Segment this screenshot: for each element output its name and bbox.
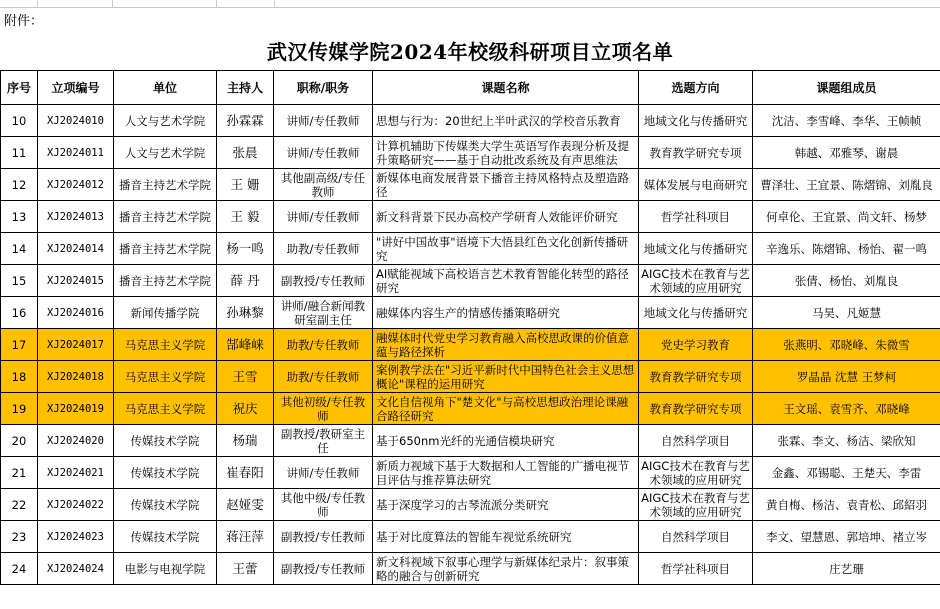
cell-position: 讲师/融合新闻教研室副主任 [274, 297, 373, 329]
cell-unit: 马克思主义学院 [114, 393, 217, 425]
cell-no: 24 [1, 553, 38, 585]
cell-direction: AIGC技术在教育与艺术领域的应用研究 [639, 489, 753, 521]
cell-no: 13 [1, 201, 38, 233]
header-unit: 单位 [114, 71, 217, 105]
cell-members: 张倩、杨怡、刘胤良 [753, 265, 940, 297]
cell-position: 副教授/专任教师 [274, 553, 373, 585]
cell-topic: 基于650nm光纤的光通信模块研究 [373, 425, 639, 457]
table-row [1, 393, 940, 425]
cell-no: 18 [1, 361, 38, 393]
cell-direction: 地域文化与传播研究 [639, 297, 753, 329]
cell-unit: 马克思主义学院 [114, 361, 217, 393]
cell-topic: 新文科背景下民办高校产学研育人效能评价研究 [373, 201, 639, 233]
cell-direction: 地域文化与传播研究 [639, 105, 753, 137]
table-row [1, 329, 940, 361]
cell-direction: AIGC技术在教育与艺术领域的应用研究 [639, 265, 753, 297]
cell-direction: 教育教学研究专项 [639, 361, 753, 393]
cell-unit: 播音主持艺术学院 [114, 201, 217, 233]
cell-position: 助教/专任教师 [274, 233, 373, 265]
table-row [1, 169, 940, 201]
cell-position: 讲师/专任教师 [274, 457, 373, 489]
cell-code: XJ2024018 [38, 361, 114, 393]
cell-members: 辛逸乐、陈熠锦、杨怡、翟一鸣 [753, 233, 940, 265]
cell-no: 10 [1, 105, 38, 137]
cell-code: XJ2024020 [38, 425, 114, 457]
table-row [1, 105, 940, 137]
cell-code: XJ2024024 [38, 553, 114, 585]
cell-direction: 哲学社科项目 [639, 201, 753, 233]
cell-unit: 人文与艺术学院 [114, 105, 217, 137]
cell-topic: AI赋能视域下高校语言艺术教育智能化转型的路径研究 [373, 265, 639, 297]
table-row [1, 361, 940, 393]
cell-unit: 传媒技术学院 [114, 457, 217, 489]
cell-no: 16 [1, 297, 38, 329]
header-code: 立项编号 [38, 71, 114, 105]
cell-unit: 电影与电视学院 [114, 553, 217, 585]
cell-direction: 教育教学研究专项 [639, 137, 753, 169]
table-row [1, 297, 940, 329]
header-position: 职称/职务 [274, 71, 373, 105]
cell-pi: 王 姗 [217, 169, 274, 201]
cell-code: XJ2024019 [38, 393, 114, 425]
cell-topic: 计算机辅助下传媒类大学生英语写作表现分析及提升策略研究——基于自动批改系统及有声思维法 [373, 137, 639, 169]
cell-no: 23 [1, 521, 38, 553]
cell-position: 讲师/专任教师 [274, 137, 373, 169]
cell-direction: 教育教学研究专项 [639, 393, 753, 425]
cell-code: XJ2024010 [38, 105, 114, 137]
attachment-label: 附件： [4, 14, 44, 29]
cell-code: XJ2024021 [38, 457, 114, 489]
cell-position: 助教/专任教师 [274, 361, 373, 393]
cell-pi: 王雪 [217, 361, 274, 393]
cell-topic: 新质力视域下基于大数据和人工智能的广播电视节目评估与推荐算法研究 [373, 457, 639, 489]
cell-topic: 新文科视域下叙事心理学与新媒体纪录片：叙事策略的融合与创新研究 [373, 553, 639, 585]
table-row [1, 233, 940, 265]
cell-direction: 党史学习教育 [639, 329, 753, 361]
cell-pi: 王 毅 [217, 201, 274, 233]
cell-direction: 媒体发展与电商研究 [639, 169, 753, 201]
cell-unit: 播音主持艺术学院 [114, 169, 217, 201]
header-direction: 选题方向 [639, 71, 753, 105]
cell-members: 王文瑶、袁雪齐、邓晓峰 [753, 393, 940, 425]
cell-pi: 孙霖霖 [217, 105, 274, 137]
cell-no: 17 [1, 329, 38, 361]
cell-members: 张霖、李文、杨洁、梁欣知 [753, 425, 940, 457]
cell-no: 14 [1, 233, 38, 265]
table-row [1, 137, 940, 169]
cell-code: XJ2024016 [38, 297, 114, 329]
cell-pi: 蒋汪萍 [217, 521, 274, 553]
cell-members: 张燕明、邓晓峰、朱微雪 [753, 329, 940, 361]
cell-direction: 自然科学项目 [639, 521, 753, 553]
table-row [1, 489, 940, 521]
cell-code: XJ2024012 [38, 169, 114, 201]
cell-pi: 张晨 [217, 137, 274, 169]
table-row [1, 265, 940, 297]
cell-direction: 地域文化与传播研究 [639, 233, 753, 265]
cell-no: 12 [1, 169, 38, 201]
cell-pi: 崔春阳 [217, 457, 274, 489]
spreadsheet-top-strip [0, 0, 940, 8]
cell-pi: 杨瑞 [217, 425, 274, 457]
cell-pi: 薛 丹 [217, 265, 274, 297]
cell-topic: "讲好中国故事"语境下大悟县红色文化创新传播研究 [373, 233, 639, 265]
cell-unit: 播音主持艺术学院 [114, 265, 217, 297]
cell-no: 19 [1, 393, 38, 425]
cell-members: 马昊、凡姬慧 [753, 297, 940, 329]
cell-members: 金鑫、邓锡聪、王楚天、李雷 [753, 457, 940, 489]
cell-position: 其他初级/专任教师 [274, 393, 373, 425]
cell-position: 其他中级/专任教师 [274, 489, 373, 521]
cell-no: 11 [1, 137, 38, 169]
cell-members: 韩越、邓雅琴、谢晨 [753, 137, 940, 169]
cell-code: XJ2024022 [38, 489, 114, 521]
cell-direction: 自然科学项目 [639, 425, 753, 457]
cell-no: 15 [1, 265, 38, 297]
cell-unit: 传媒技术学院 [114, 425, 217, 457]
cell-members: 庄艺珊 [753, 553, 940, 585]
cell-position: 讲师/专任教师 [274, 201, 373, 233]
cell-pi: 孙琳黎 [217, 297, 274, 329]
cell-position: 讲师/专任教师 [274, 105, 373, 137]
cell-pi: 杨一鸣 [217, 233, 274, 265]
cell-code: XJ2024023 [38, 521, 114, 553]
header-pi: 主持人 [217, 71, 274, 105]
cell-no: 20 [1, 425, 38, 457]
cell-position: 副教授/教研室主任 [274, 425, 373, 457]
cell-pi: 赵娅雯 [217, 489, 274, 521]
cell-position: 其他副高级/专任教师 [274, 169, 373, 201]
cell-unit: 传媒技术学院 [114, 489, 217, 521]
cell-members: 黄自梅、杨洁、袁青松、邱紹羽 [753, 489, 940, 521]
cell-members: 曹泽壮、王宜景、陈熠锦、刘胤良 [753, 169, 940, 201]
cell-members: 李文、望慧恩、郭培坤、褚立岑 [753, 521, 940, 553]
cell-code: XJ2024013 [38, 201, 114, 233]
cell-members: 罗晶晶 沈慧 王梦柯 [753, 361, 940, 393]
cell-topic: 新媒体电商发展背景下播音主持风格特点及塑造路径 [373, 169, 639, 201]
cell-pi: 王蕾 [217, 553, 274, 585]
cell-unit: 播音主持艺术学院 [114, 233, 217, 265]
table-header-row [1, 71, 940, 105]
cell-topic: 基于对比度算法的智能车视觉系统研究 [373, 521, 639, 553]
cell-unit: 马克思主义学院 [114, 329, 217, 361]
cell-members: 沈洁、李雪峰、李华、王帧帧 [753, 105, 940, 137]
header-members: 课题组成员 [753, 71, 940, 105]
cell-topic: 融媒体内容生产的情感传播策略研究 [373, 297, 639, 329]
cell-position: 助教/专任教师 [274, 329, 373, 361]
table-row [1, 425, 940, 457]
cell-direction: 哲学社科项目 [639, 553, 753, 585]
project-table [0, 70, 940, 585]
cell-code: XJ2024011 [38, 137, 114, 169]
cell-unit: 新闻传播学院 [114, 297, 217, 329]
cell-topic: 思想与行为：20世纪上半叶武汉的学校音乐教育 [373, 105, 639, 137]
cell-position: 副教授/专任教师 [274, 521, 373, 553]
table-row [1, 553, 940, 585]
cell-topic: 融媒体时代党史学习教育融入高校思政课的价值意蕴与路径探析 [373, 329, 639, 361]
cell-code: XJ2024014 [38, 233, 114, 265]
cell-topic: 案例教学法在"习近平新时代中国特色社会主义思想概论"课程的运用研究 [373, 361, 639, 393]
header-topic: 课题名称 [373, 71, 639, 105]
cell-code: XJ2024017 [38, 329, 114, 361]
table-row [1, 457, 940, 489]
table-row [1, 201, 940, 233]
header-no: 序号 [1, 71, 38, 105]
cell-pi: 郜峰崃 [217, 329, 274, 361]
cell-no: 21 [1, 457, 38, 489]
cell-no: 22 [1, 489, 38, 521]
cell-unit: 传媒技术学院 [114, 521, 217, 553]
cell-code: XJ2024015 [38, 265, 114, 297]
cell-direction: AIGC技术在教育与艺术领域的应用研究 [639, 457, 753, 489]
cell-pi: 祝庆 [217, 393, 274, 425]
table-row [1, 521, 940, 553]
cell-position: 副教授/专任教师 [274, 265, 373, 297]
cell-topic: 基于深度学习的古琴流派分类研究 [373, 489, 639, 521]
cell-topic: 文化自信视角下"楚文化"与高校思想政治理论课融合路径研究 [373, 393, 639, 425]
cell-unit: 人文与艺术学院 [114, 137, 217, 169]
document-title: 武汉传媒学院2024年校级科研项目立项名单 [266, 40, 674, 64]
cell-members: 何卓伦、王宜景、尚文轩、杨梦 [753, 201, 940, 233]
